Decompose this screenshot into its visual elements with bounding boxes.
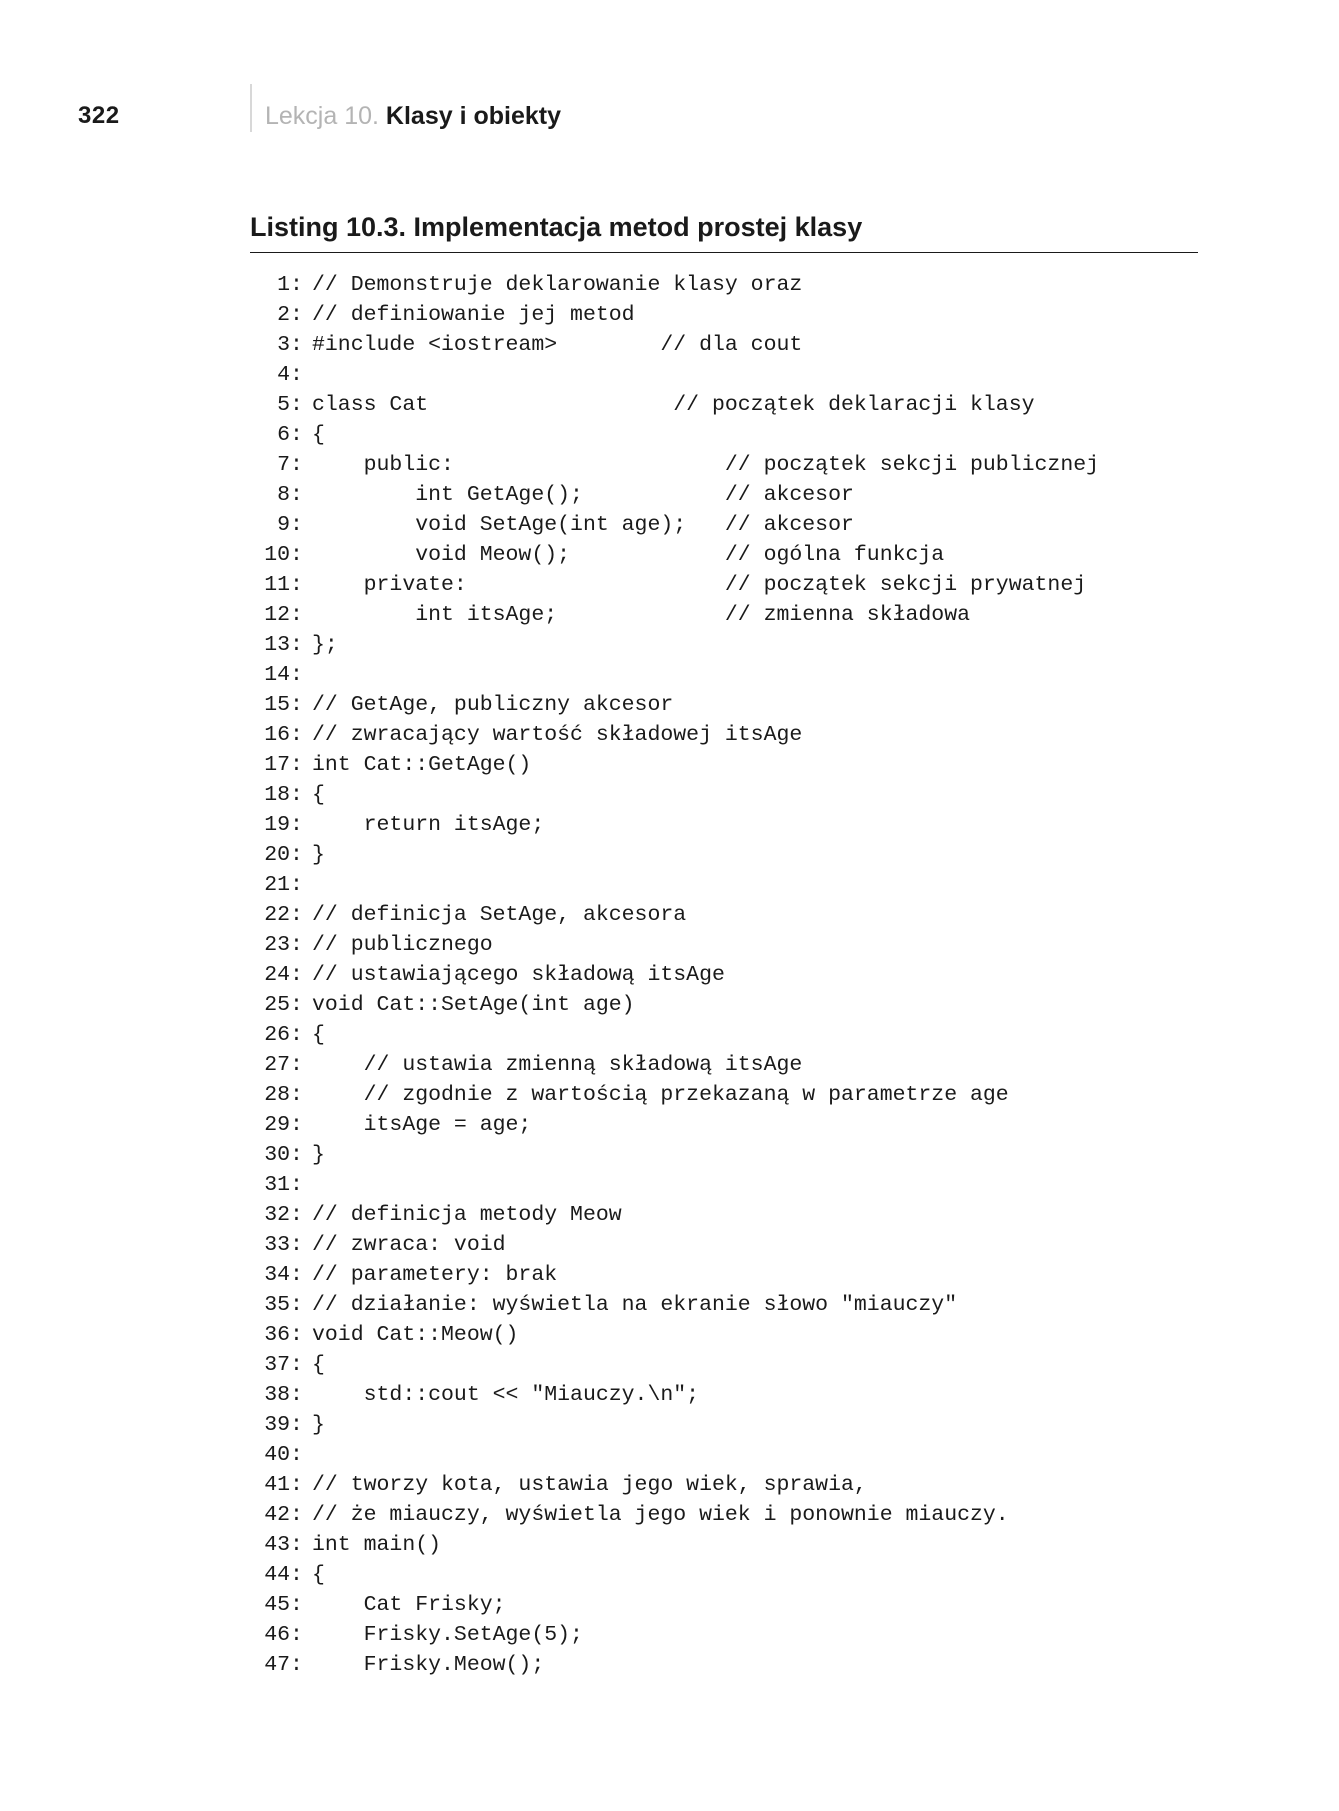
- code-line: [250, 1500, 1099, 1530]
- line-number-colon: :: [290, 723, 303, 747]
- line-number: 27: [264, 1053, 290, 1077]
- header-divider: [250, 84, 252, 132]
- code-line: [250, 390, 1099, 420]
- line-number: 3: [277, 333, 290, 357]
- line-number: 42: [264, 1503, 290, 1527]
- running-head-lesson: Lekcja 10.: [265, 102, 379, 130]
- line-number: 1: [277, 273, 290, 297]
- code-line: [250, 960, 1099, 990]
- code-text: }: [312, 1413, 325, 1437]
- code-line: [250, 780, 1099, 810]
- code-text: void Cat::SetAge(int age): [312, 993, 635, 1017]
- code-text: // definicja SetAge, akcesora: [312, 903, 687, 927]
- code-line: [250, 1350, 1099, 1380]
- code-text: }: [312, 843, 325, 867]
- code-text: // działanie: wyświetla na ekranie słowo "miauczy": [312, 1293, 958, 1317]
- code-line: [250, 1050, 1099, 1080]
- line-number: 10: [264, 543, 290, 567]
- code-line: [250, 570, 1099, 600]
- code-line: [250, 600, 1099, 630]
- line-number: 39: [264, 1413, 290, 1437]
- code-text: public: // początek sekcji publicznej: [312, 453, 1100, 477]
- code-text: #include <iostream> // dla cout: [312, 333, 803, 357]
- line-number: 20: [264, 843, 290, 867]
- code-text: int itsAge; // zmienna składowa: [312, 603, 971, 627]
- line-number-colon: :: [290, 543, 303, 567]
- code-text: {: [312, 1563, 325, 1587]
- line-number-colon: :: [290, 303, 303, 327]
- line-number: 19: [264, 813, 290, 837]
- line-number-colon: :: [290, 483, 303, 507]
- line-number: 6: [277, 423, 290, 447]
- running-head: [265, 102, 561, 131]
- code-line: [250, 660, 1099, 690]
- code-text: // tworzy kota, ustawia jego wiek, sprawia,: [312, 1473, 867, 1497]
- line-number-colon: :: [290, 1263, 303, 1287]
- code-text: int main(): [312, 1533, 442, 1557]
- line-number: 25: [264, 993, 290, 1017]
- code-text: class Cat // początek deklaracji klasy: [312, 393, 1035, 417]
- listing-title: Listing 10.3. Implementacja metod prostej klasy: [250, 212, 863, 242]
- code-line: [250, 900, 1099, 930]
- line-number-colon: :: [290, 933, 303, 957]
- code-text: // ustawiającego składową itsAge: [312, 963, 725, 987]
- code-line: [250, 840, 1099, 870]
- line-number-colon: :: [290, 993, 303, 1017]
- code-text: }: [312, 1143, 325, 1167]
- line-number-colon: :: [290, 453, 303, 477]
- line-number: 17: [264, 753, 290, 777]
- line-number-colon: :: [290, 1653, 303, 1677]
- code-line: [250, 1170, 1099, 1200]
- code-line: [250, 1200, 1099, 1230]
- code-text: // zwraca: void: [312, 1233, 506, 1257]
- code-text: private: // początek sekcji prywatnej: [312, 573, 1087, 597]
- code-line: [250, 420, 1099, 450]
- code-line: [250, 1080, 1099, 1110]
- code-text: Frisky.Meow();: [312, 1653, 545, 1677]
- code-text: // że miauczy, wyświetla jego wiek i ponownie miauczy.: [312, 1503, 1009, 1527]
- line-number-colon: :: [290, 783, 303, 807]
- line-number: 44: [264, 1563, 290, 1587]
- code-line: [250, 1290, 1099, 1320]
- line-number: 41: [264, 1473, 290, 1497]
- line-number-colon: :: [290, 753, 303, 777]
- line-number: 22: [264, 903, 290, 927]
- code-text: // ustawia zmienną składową itsAge: [312, 1053, 803, 1077]
- line-number: 28: [264, 1083, 290, 1107]
- line-number-colon: :: [290, 813, 303, 837]
- line-number-colon: :: [290, 1443, 303, 1467]
- line-number-colon: :: [290, 1623, 303, 1647]
- line-number-colon: :: [290, 1023, 303, 1047]
- listing-title-rule: [250, 252, 1198, 253]
- line-number: 9: [277, 513, 290, 537]
- code-line: [250, 1470, 1099, 1500]
- code-text: void Cat::Meow(): [312, 1323, 519, 1347]
- line-number: 33: [264, 1233, 290, 1257]
- code-line: [250, 480, 1099, 510]
- code-text: void Meow(); // ogólna funkcja: [312, 543, 945, 567]
- code-line: [250, 630, 1099, 660]
- line-number: 36: [264, 1323, 290, 1347]
- code-text: return itsAge;: [312, 813, 545, 837]
- line-number-colon: :: [290, 1143, 303, 1167]
- code-text: // zgodnie z wartością przekazaną w parametrze age: [312, 1083, 1009, 1107]
- line-number: 23: [264, 933, 290, 957]
- line-number-colon: :: [290, 1353, 303, 1377]
- line-number-colon: :: [290, 1233, 303, 1257]
- code-text: Frisky.SetAge(5);: [312, 1623, 583, 1647]
- code-text: int Cat::GetAge(): [312, 753, 532, 777]
- code-line: [250, 1140, 1099, 1170]
- code-line: [250, 1380, 1099, 1410]
- line-number: 47: [264, 1653, 290, 1677]
- line-number-colon: :: [290, 1323, 303, 1347]
- code-line: [250, 1560, 1099, 1590]
- code-line: [250, 510, 1099, 540]
- line-number-colon: :: [290, 693, 303, 717]
- code-line: [250, 300, 1099, 330]
- line-number-colon: :: [290, 1503, 303, 1527]
- code-text: int GetAge(); // akcesor: [312, 483, 854, 507]
- code-line: [250, 720, 1099, 750]
- code-line: [250, 540, 1099, 570]
- page-number: 322: [78, 102, 120, 129]
- line-number-colon: :: [290, 1113, 303, 1137]
- line-number-colon: :: [290, 1203, 303, 1227]
- code-line: [250, 450, 1099, 480]
- line-number: 21: [264, 873, 290, 897]
- line-number: 5: [277, 393, 290, 417]
- line-number-colon: :: [290, 513, 303, 537]
- line-number: 32: [264, 1203, 290, 1227]
- code-text: Cat Frisky;: [312, 1593, 506, 1617]
- line-number-colon: :: [290, 273, 303, 297]
- line-number: 24: [264, 963, 290, 987]
- line-number-colon: :: [290, 843, 303, 867]
- line-number-colon: :: [290, 1533, 303, 1557]
- code-line: [250, 810, 1099, 840]
- line-number-colon: :: [290, 663, 303, 687]
- line-number: 35: [264, 1293, 290, 1317]
- code-line: [250, 1110, 1099, 1140]
- code-line: [250, 270, 1099, 300]
- line-number-colon: :: [290, 423, 303, 447]
- line-number: 13: [264, 633, 290, 657]
- line-number: 43: [264, 1533, 290, 1557]
- line-number-colon: :: [290, 603, 303, 627]
- code-text: void SetAge(int age); // akcesor: [312, 513, 854, 537]
- code-line: [250, 690, 1099, 720]
- line-number-colon: :: [290, 1293, 303, 1317]
- line-number: 8: [277, 483, 290, 507]
- line-number-colon: :: [290, 363, 303, 387]
- line-number-colon: :: [290, 1083, 303, 1107]
- running-head-chapter: Klasy i obiekty: [385, 102, 561, 130]
- code-text: };: [312, 633, 338, 657]
- line-number: 18: [264, 783, 290, 807]
- code-line: [250, 1590, 1099, 1620]
- code-text: std::cout << "Miauczy.\n";: [312, 1383, 700, 1407]
- line-number-colon: :: [290, 1053, 303, 1077]
- line-number-colon: :: [290, 393, 303, 417]
- code-line: [250, 1620, 1099, 1650]
- line-number: 34: [264, 1263, 290, 1287]
- code-text: // GetAge, publiczny akcesor: [312, 693, 674, 717]
- code-text: // definicja metody Meow: [312, 1203, 622, 1227]
- code-line: [250, 1230, 1099, 1260]
- code-line: [250, 330, 1099, 360]
- code-line: [250, 750, 1099, 780]
- line-number-colon: :: [290, 1383, 303, 1407]
- line-number: 4: [277, 363, 290, 387]
- code-line: [250, 1530, 1099, 1560]
- line-number-colon: :: [290, 573, 303, 597]
- line-number: 2: [277, 303, 290, 327]
- line-number-colon: :: [290, 1563, 303, 1587]
- code-line: [250, 1440, 1099, 1470]
- line-number: 12: [264, 603, 290, 627]
- code-text: // Demonstruje deklarowanie klasy oraz: [312, 273, 803, 297]
- line-number-colon: :: [290, 1173, 303, 1197]
- code-line: [250, 1260, 1099, 1290]
- line-number: 11: [264, 573, 290, 597]
- code-text: {: [312, 1353, 325, 1377]
- code-line: [250, 990, 1099, 1020]
- line-number-colon: :: [290, 633, 303, 657]
- line-number: 38: [264, 1383, 290, 1407]
- line-number: 45: [264, 1593, 290, 1617]
- line-number-colon: :: [290, 903, 303, 927]
- line-number: 14: [264, 663, 290, 687]
- code-text: itsAge = age;: [312, 1113, 532, 1137]
- line-number: 16: [264, 723, 290, 747]
- line-number-colon: :: [290, 1593, 303, 1617]
- code-line: [250, 1650, 1099, 1680]
- code-line: [250, 360, 1099, 390]
- code-line: [250, 1410, 1099, 1440]
- code-text: // parametery: brak: [312, 1263, 558, 1287]
- line-number: 15: [264, 693, 290, 717]
- line-number-colon: :: [290, 963, 303, 987]
- line-number: 37: [264, 1353, 290, 1377]
- code-line: [250, 870, 1099, 900]
- line-number: 31: [264, 1173, 290, 1197]
- line-number-colon: :: [290, 1473, 303, 1497]
- code-line: [250, 1320, 1099, 1350]
- code-text: {: [312, 423, 325, 447]
- code-text: // definiowanie jej metod: [312, 303, 635, 327]
- code-text: {: [312, 1023, 325, 1047]
- code-line: [250, 1020, 1099, 1050]
- line-number-colon: :: [290, 873, 303, 897]
- line-number: 30: [264, 1143, 290, 1167]
- code-line: [250, 930, 1099, 960]
- line-number: 46: [264, 1623, 290, 1647]
- code-text: // zwracający wartość składowej itsAge: [312, 723, 803, 747]
- line-number: 29: [264, 1113, 290, 1137]
- line-number-colon: :: [290, 333, 303, 357]
- code-listing: [250, 270, 1099, 1680]
- code-text: {: [312, 783, 325, 807]
- code-text: // publicznego: [312, 933, 493, 957]
- line-number: 7: [277, 453, 290, 477]
- line-number: 40: [264, 1443, 290, 1467]
- line-number-colon: :: [290, 1413, 303, 1437]
- line-number: 26: [264, 1023, 290, 1047]
